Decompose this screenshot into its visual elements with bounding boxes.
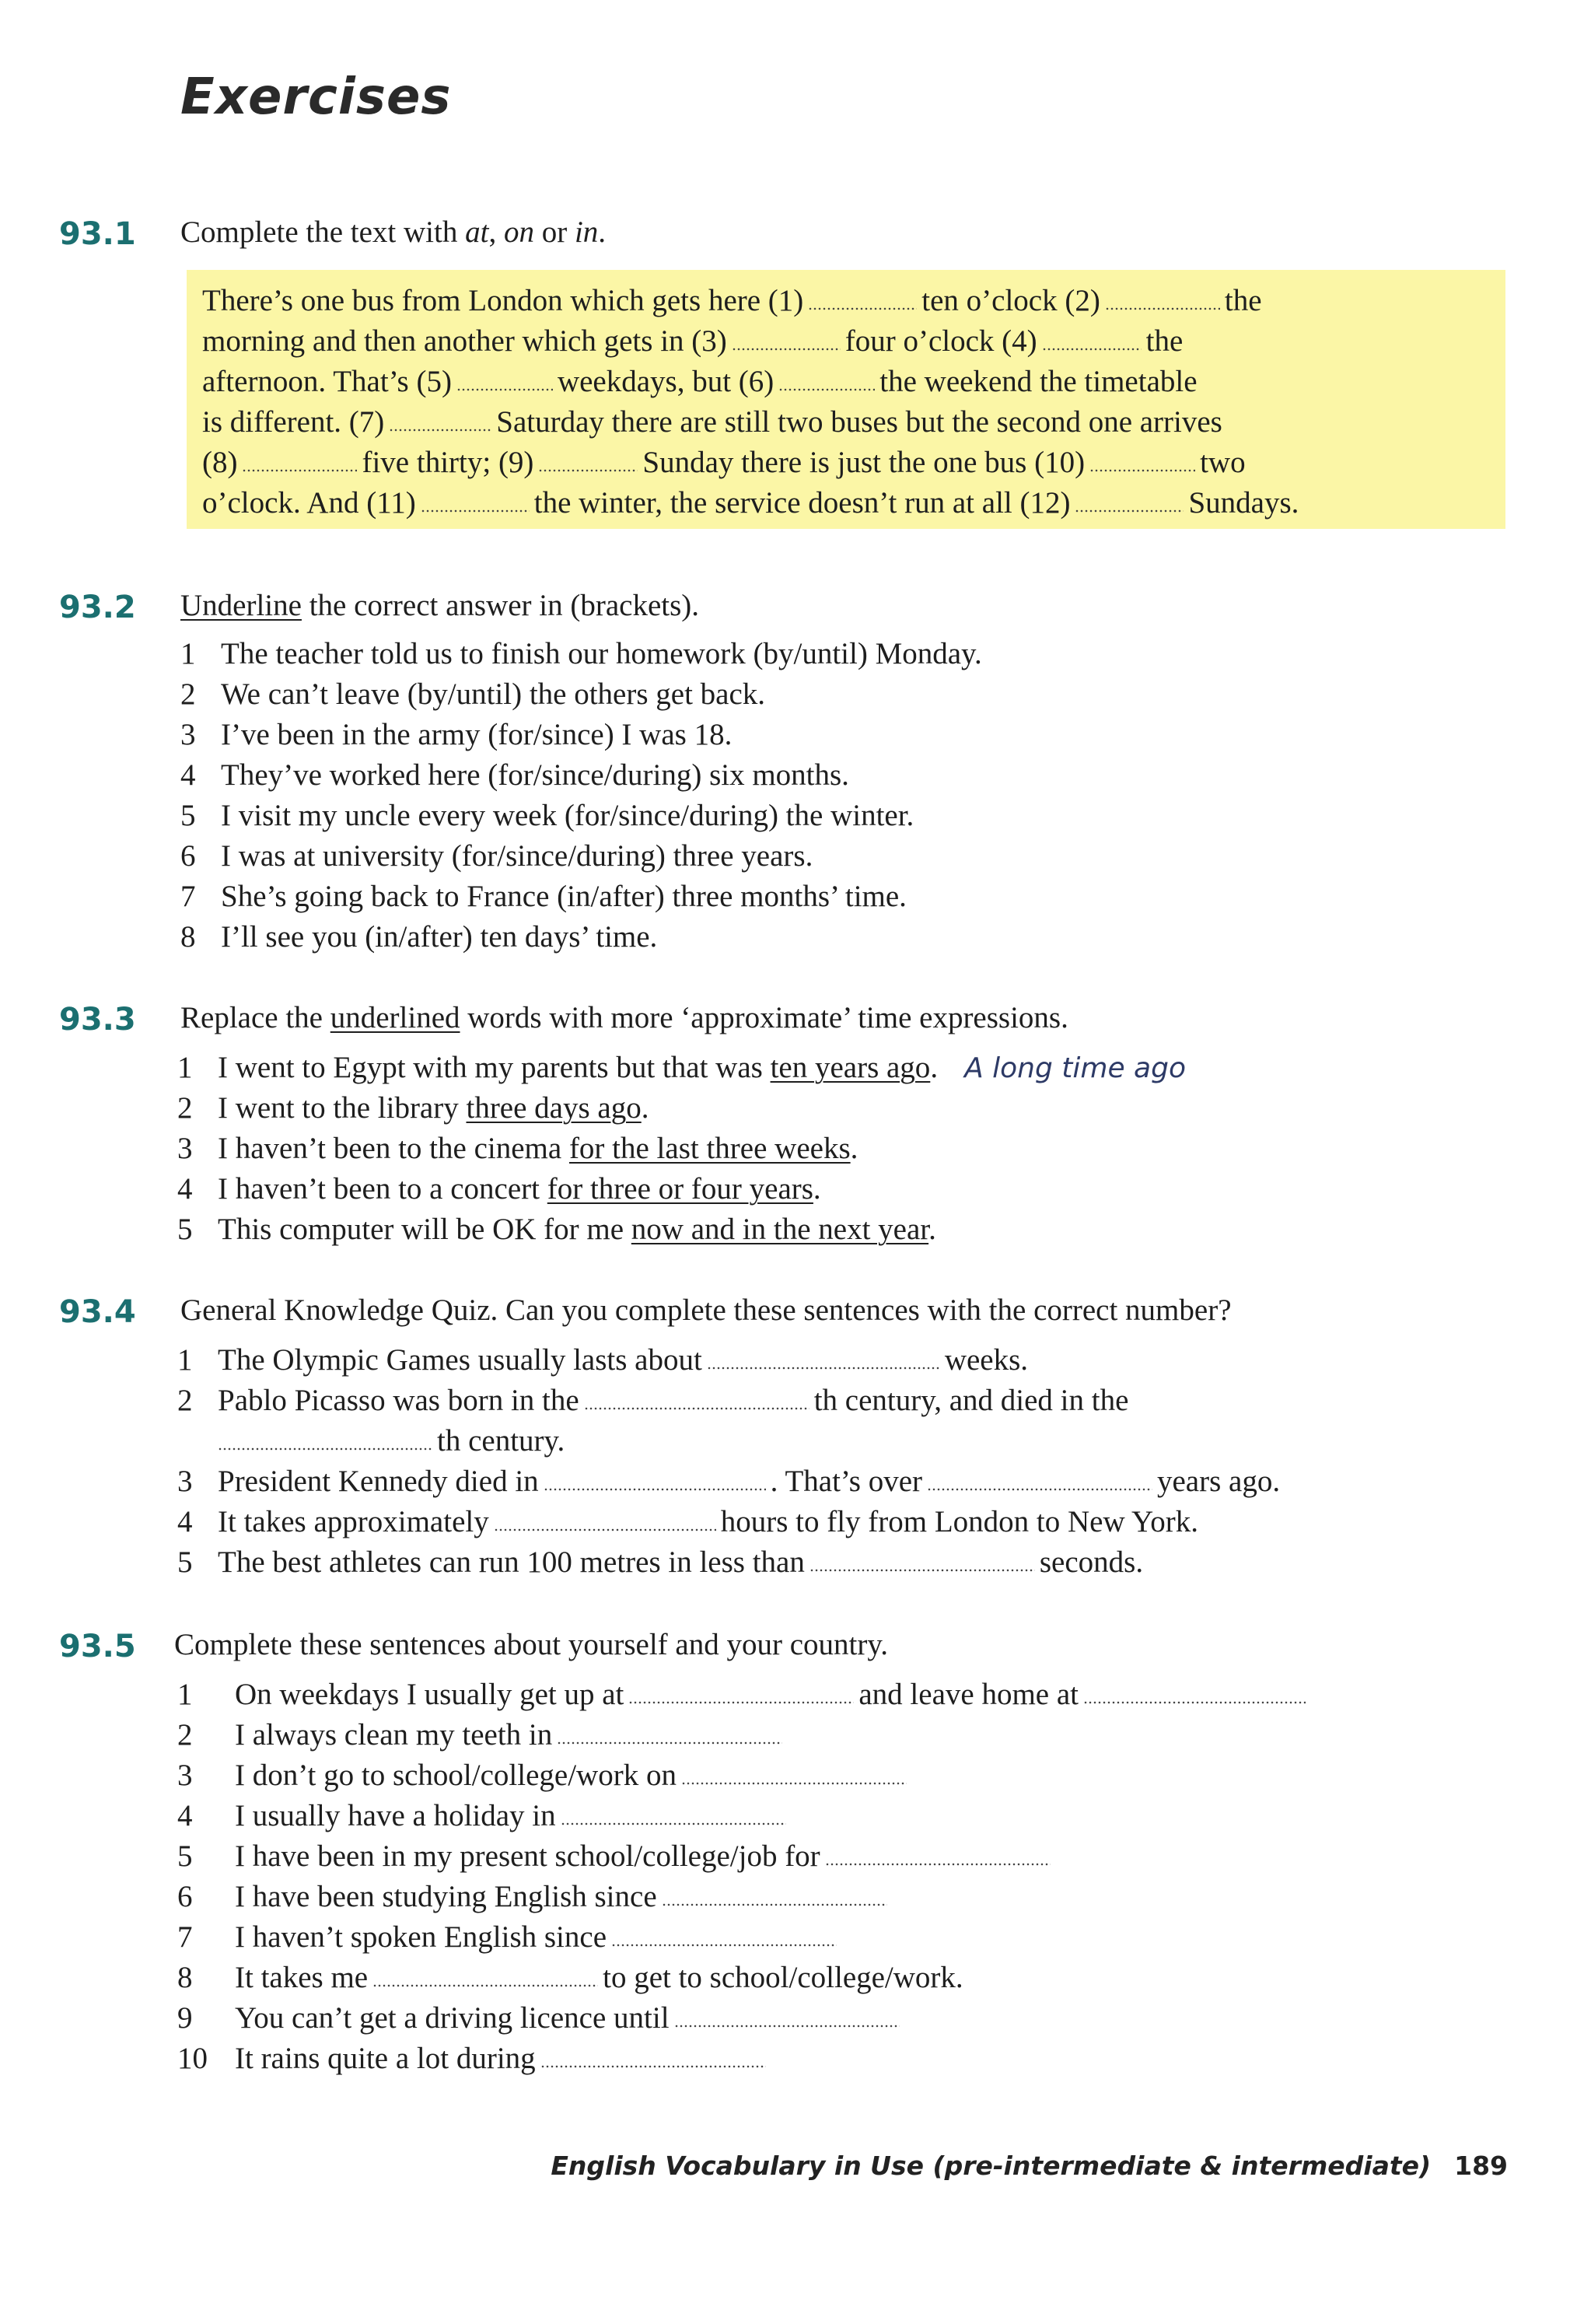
paragraph-line-5: (8) five thirty; (9) Sunday there is just the one bus (10) two [202,446,1246,479]
answer-blank[interactable] [681,1782,907,1785]
exercise-instruction-93-3: Replace the underlined words with more ‘approximate’ time expressions. [180,1001,1068,1034]
answer-blank[interactable] [540,2065,766,2068]
exercise-number-93-5: 93.5 [59,1629,136,1664]
exercise-number-93-3: 93.3 [59,1002,136,1038]
blank-8[interactable] [242,469,357,472]
list-item: 2 Pablo Picasso was born in the th century, and died in the [177,1384,1129,1417]
list-item: 6 I have been studying English since [177,1879,892,1914]
paragraph-line-1: There’s one bus from London which gets here (1) ten o’clock (2) the [202,284,1262,317]
page-footer [551,2151,1508,2181]
list-item: 7 She’s going back to France (in/after) three months’ time. [180,880,907,913]
paragraph-line-4: is different. (7) Saturday there are still two buses but the second one arrives [202,405,1222,439]
answer-blank[interactable] [809,1569,1035,1572]
answer-blank[interactable] [1083,1701,1306,1704]
page-number: 189 [1454,2151,1508,2181]
list-item: 4 I usually have a holiday in [177,1798,791,1833]
list-item: 5 The best athletes can run 100 metres in less than seconds. [177,1545,1144,1579]
list-item: 4 They’ve worked here (for/since/during) six months. [180,758,849,792]
exercise-number-93-2: 93.2 [59,590,136,625]
list-item: 1 I went to Egypt with my parents but that was ten years ago. A long time ago [177,1051,1186,1084]
answer-blank[interactable] [662,1903,887,1906]
exercise-number-93-4: 93.4 [59,1294,136,1330]
blank-7[interactable] [389,429,491,432]
exercise-number-93-1: 93.1 [59,216,136,252]
list-item: 1 The teacher told us to finish our homework (by/until) Monday. [180,637,982,670]
answer-blank[interactable] [628,1701,854,1704]
list-item: 10 It rains quite a lot during [177,2041,771,2076]
exercise-instruction-93-4: General Knowledge Quiz. Can you complete these sentences with the correct number? [180,1293,1232,1327]
answer-blank[interactable] [674,2025,900,2028]
list-item: 3 I haven’t been to the cinema for the last three weeks. [177,1132,858,1165]
blank-12[interactable] [1075,509,1184,513]
answer-blank[interactable] [557,1741,782,1745]
blank-4[interactable] [1042,348,1142,351]
list-item: 4 It takes approximately hours to fly from London to New York. [177,1505,1198,1538]
list-item: 6 I was at university (for/since/during) three years. [180,839,813,873]
exercise-instruction-93-5: Complete these sentences about yourself and your country. [174,1628,889,1661]
answer-blank[interactable] [494,1528,716,1531]
blank-3[interactable] [732,348,841,351]
footer-book-title: English Vocabulary in Use (pre-intermediate & intermediate) [551,2151,1432,2181]
list-item: 8 I’ll see you (in/after) ten days’ time. [180,920,658,954]
answer-blank[interactable] [372,1984,598,1987]
exercise-instruction-93-2: Underline the correct answer in (brackets). [180,589,700,622]
list-item: 3 I’ve been in the army (for/since) I was 18. [180,718,733,751]
answer-blank[interactable] [825,1863,1051,1866]
list-item: 1 The Olympic Games usually lasts about weeks. [177,1343,1029,1377]
list-item: 4 I haven’t been to a concert for three or four years. [177,1172,821,1206]
list-item: 7 I haven’t spoken English since [177,1920,841,1955]
answer-blank[interactable] [544,1488,766,1491]
answer-blank[interactable] [927,1488,1152,1491]
answer-blank[interactable] [218,1447,432,1451]
exercise-instruction-93-1: Complete the text with at, on or in. [180,215,607,249]
list-item: 2 I always clean my teeth in [177,1717,787,1752]
list-item: 3 President Kennedy died in . That’s over years ago. [177,1465,1281,1498]
paragraph-line-6: o’clock. And (11) the winter, the service doesn’t run at all (12) Sundays. [202,486,1299,520]
list-item: 8 It takes me to get to school/college/work. [177,1961,963,1994]
blank-10[interactable] [1089,469,1195,472]
handwritten-answer: A long time ago [964,1052,1186,1084]
blank-5[interactable] [456,388,553,391]
blank-2[interactable] [1105,307,1220,310]
list-item-continuation: th century. [218,1423,565,1458]
list-item: 2 We can’t leave (by/until) the others get back. [180,677,766,711]
blank-1[interactable] [808,307,917,310]
list-item: 9 You can’t get a driving licence until [177,2000,904,2035]
list-item: 2 I went to the library three days ago. [177,1091,649,1125]
list-item: 5 This computer will be OK for me now and in the next year. [177,1213,936,1246]
answer-blank[interactable] [707,1367,940,1370]
list-item: 5 I visit my uncle every week (for/since/during) the winter. [180,799,914,832]
answer-blank[interactable] [561,1822,786,1825]
blank-11[interactable] [421,509,530,513]
blank-9[interactable] [538,469,638,472]
list-item: 3 I don’t go to school/college/work on [177,1758,911,1793]
answer-blank[interactable] [611,1944,837,1947]
paragraph-line-2: morning and then another which gets in (3) four o’clock (4) the [202,324,1184,358]
blank-6[interactable] [778,388,875,391]
paragraph-line-3: afternoon. That’s (5) weekdays, but (6) the weekend the timetable [202,365,1198,398]
list-item: 5 I have been in my present school/college/job for [177,1839,1055,1874]
list-item: 1 On weekdays I usually get up at and leave home at [177,1677,1310,1712]
page-title: Exercises [180,68,452,126]
answer-blank[interactable] [584,1407,809,1410]
